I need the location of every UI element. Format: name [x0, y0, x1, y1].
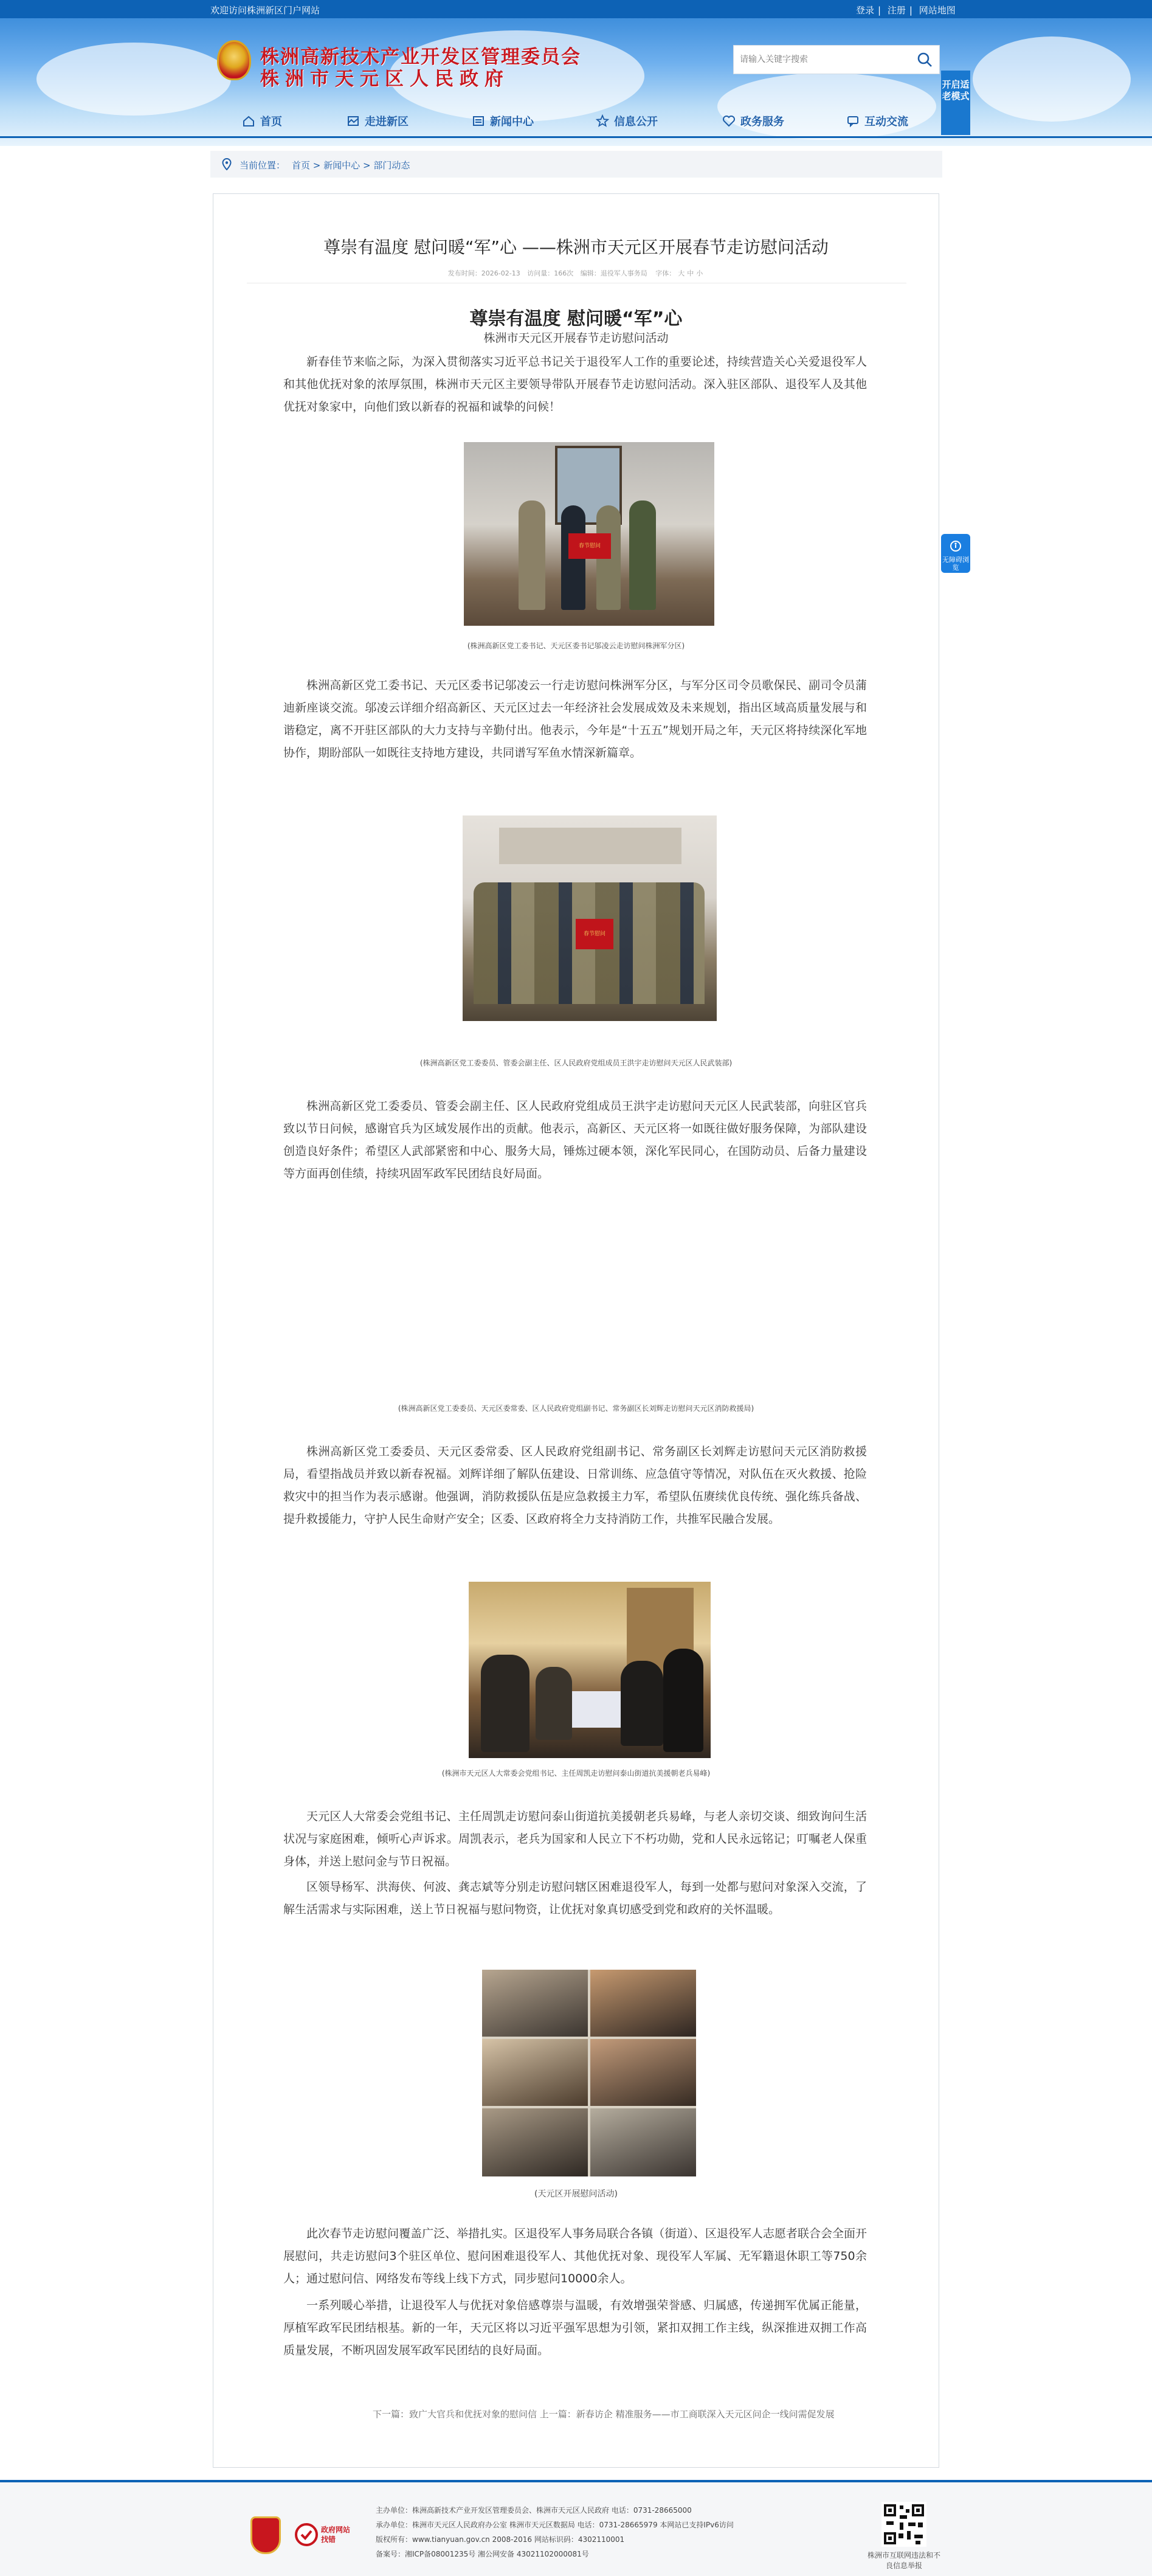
font-large-button[interactable]: 大	[678, 269, 685, 277]
greeting-banner: 春节慰问	[576, 919, 613, 949]
paragraph-7: 此次春节走访慰问覆盖广泛、举措扎实。区退役军人事务局联合各镇（街道）、区退役军人志愿者联合会全面开展慰问，共走访慰问3个驻区单位、慰问困难退役军人、其他优抚对象、现役军人军属、无军籍退休职工等750余人；通过慰问信、网络发布等线上线下方式，同步慰问10000余人。	[283, 2227, 867, 2285]
national-emblem-icon	[217, 40, 251, 80]
photo-collage	[482, 1970, 696, 2176]
font-small-button[interactable]: 小	[696, 269, 703, 277]
footer-line-3: 版权所有：www.tianyuan.gov.cn 2008-2016 网站标识码：4302110001	[376, 2535, 625, 2544]
location-pin-icon	[221, 158, 232, 170]
chat-icon	[846, 114, 860, 128]
login-link[interactable]: 登录	[856, 5, 875, 16]
top-strip	[0, 0, 1152, 18]
cloud-decoration	[973, 36, 1131, 122]
paragraph-3: 株洲高新区党工委委员、管委会副主任、区人民政府党组成员王洪宇走访慰问天元区人民武装部，向驻区官兵致以节日问候，感谢官兵为区域发展作出的贡献。他表示，高新区、天元区将一如既往做好服务保障，为部队建设创造良好条件；希望区人武部紧密和中心、服务大局，锤炼过硬本领，深化军民同心，在国防动员、后备力量建设等方面再创佳绩，持续巩固军政军民团结良好局面。	[283, 1099, 867, 1180]
search-icon	[917, 52, 933, 68]
editor: 编辑：退役军人事务局	[580, 269, 647, 277]
prev-next-nav	[373, 2408, 902, 2420]
nav-item-service[interactable]	[722, 108, 784, 134]
font-size-switch	[654, 269, 704, 277]
search-input[interactable]	[740, 51, 904, 68]
photo-military-visit-1	[464, 442, 714, 626]
breadcrumb-dept[interactable]: 部门动态	[373, 160, 410, 171]
qr-code-graphic	[881, 2502, 926, 2547]
article-container	[213, 193, 939, 2468]
accessibility-icon	[950, 540, 962, 552]
nav-item-about[interactable]	[347, 108, 409, 134]
qr-code-icon	[881, 2502, 926, 2547]
person-figure	[663, 1649, 703, 1752]
caption-5: (天元区开展慰问活动)	[534, 2189, 618, 2199]
next-article-link[interactable]: 上一篇：新春访企 精准服务——市工商联深入天元区问企一线问需促发展	[539, 2409, 835, 2420]
party-emblem-icon	[250, 2516, 281, 2554]
collage-tile	[482, 2108, 588, 2176]
caption-3: (株洲高新区党工委委员、天元区委常委、区人民政府党组副书记、常务副区长刘辉走访慰问天元区消防救援局)	[398, 1404, 754, 1413]
paragraph-1: 新春佳节来临之际，为深入贯彻落实习近平总书记关于退役军人工作的重要论述，持续营造关心关爱退役军人和其他优抚对象的浓厚氛围，株洲市天元区主要领导带队开展春节走访慰问活动。深入驻区部队、退役军人及其他优抚对象家中，向他们致以新春的祝福和诚挚的问候！	[283, 355, 867, 414]
cloud-decoration	[36, 43, 231, 116]
collage-tile	[482, 2039, 588, 2106]
nav-item-info[interactable]	[596, 108, 658, 134]
qr-caption: 株洲市互联网违法和不良信息举报	[867, 2551, 940, 2570]
breadcrumb-sep: >	[312, 160, 321, 171]
person-figure	[481, 1655, 529, 1752]
main-nav	[225, 108, 942, 134]
photo-military-visit-2	[463, 815, 717, 1021]
nav-label: 政务服务	[740, 116, 784, 128]
breadcrumb	[210, 151, 942, 178]
person-figure	[629, 500, 656, 610]
sitemap-link[interactable]: 网站地图	[919, 5, 956, 16]
gov-badge-icon	[294, 2522, 319, 2547]
font-size-label: 字体：	[655, 269, 676, 277]
paragraph-2: 株洲高新区党工委书记、天元区委书记邬凌云一行走访慰问株洲军分区，与军分区司令员歌保民、副司令员蒲迪新座谈交流。邬凌云详细介绍高新区、天元区过去一年经济社会发展成效及未来规划，指出区域高质量发展与和谐稳定，离不开驻区部队的大力支持与辛勤付出。他表示，今年是“十五五”规划开局之年，天元区将持续深化军地协作，期盼部队一如既往支持地方建设，共同谱写军鱼水情深新篇章。	[283, 679, 867, 760]
search-button[interactable]	[910, 46, 939, 74]
article-meta	[213, 268, 939, 278]
gov-website-error-badge[interactable]	[294, 2520, 353, 2550]
article-heading: 尊崇有温度 慰问暖“军”心	[469, 308, 683, 330]
greeting-banner: 春节慰问	[568, 533, 611, 559]
prev-article-link[interactable]: 下一篇：致广大官兵和优抚对象的慰问信	[373, 2409, 537, 2420]
paragraph-8: 一系列暖心举措，让退役军人与优抚对象倍感尊崇与温暖，有效增强荣誉感、归属感，传递拥军优属正能量，厚植军政军民团结根基。新的一年，天元区将以习近平强军思想为引领，紧扣双拥工作主线，纵深推进双拥工作高质量发展，不断巩固发展军政军民团结的良好局面。	[283, 2299, 867, 2357]
collage-tile	[590, 2108, 696, 2176]
collage-tile	[590, 1970, 696, 2037]
register-link[interactable]: 注册	[887, 5, 906, 16]
nav-label: 新闻中心	[490, 116, 534, 128]
nav-label: 首页	[260, 116, 282, 128]
paragraph-6: 区领导杨军、洪海侠、何波、龚志斌等分别走访慰问辖区困难退役军人，每到一处都与慰问对象深入交流，了解生活需求与实际困难，送上节日祝福与慰问物资，让优抚对象真切感受到党和政府的关怀温暖。	[283, 1880, 867, 1916]
footer-line-2: 承办单位：株洲市天元区人民政府办公室 株洲市天元区数据局 电话：0731-28665979 本网站已支持IPv6访问	[376, 2521, 734, 2529]
welcome-text: 欢迎访问株洲新区门户网站	[210, 5, 320, 16]
breadcrumb-home[interactable]: 首页	[292, 160, 311, 171]
wall-calligraphy	[499, 828, 681, 864]
site-title-line2: 株洲市天元区人民政府	[260, 68, 509, 90]
nav-divider	[0, 136, 1152, 138]
news-icon	[472, 114, 485, 128]
home-icon	[242, 114, 255, 128]
old-mode-button[interactable]: 开启适老模式	[941, 71, 970, 135]
breadcrumb-path	[292, 159, 410, 171]
heart-icon	[722, 114, 736, 128]
person-figure	[519, 500, 545, 610]
nav-label: 走进新区	[365, 116, 409, 128]
footer-line-4: 备案号：湘ICP备08001235号 湘公网安备 43021102000081号	[376, 2550, 589, 2558]
search-box	[733, 45, 940, 74]
person-figure	[621, 1661, 663, 1746]
collage-tile	[482, 1970, 588, 2037]
font-medium-button[interactable]: 中	[687, 269, 694, 277]
publish-time: 发布时间：2026-02-13	[447, 269, 520, 277]
breadcrumb-label: 当前位置：	[240, 160, 286, 171]
caption-2: (株洲高新区党工委委员、管委会副主任、区人民政府党组成员王洪宇走访慰问天元区人民武装部)	[419, 1059, 733, 1067]
map-icon	[347, 114, 360, 128]
nav-item-news[interactable]	[472, 108, 534, 134]
caption-4: (株洲市天元区人大常委会党组书记、主任周凯走访慰问泰山街道抗美援朝老兵易峰)	[441, 1769, 711, 1778]
person-figure	[536, 1667, 572, 1740]
article-title: 尊崇有温度 慰问暖“军”心 ——株洲市天元区开展春节走访慰问活动	[323, 237, 829, 257]
caption-1: (株洲高新区党工委书记、天元区委书记邬凌云走访慰问株洲军分区)	[467, 642, 685, 650]
nav-item-interact[interactable]	[846, 108, 908, 134]
nav-item-home[interactable]	[242, 108, 282, 134]
paragraph-5: 天元区人大常委会党组书记、主任周凯走访慰问泰山街道抗美援朝老兵易峰，与老人亲切交谈、细致询问生活状况与家庭困难，倾听心声诉求。周凯表示，老兵为国家和人民立下不朽功勋，党和人民永远铭记；叮嘱老人保重身体，并送上慰问金与节日祝福。	[283, 1810, 867, 1868]
breadcrumb-sep: >	[362, 160, 371, 171]
footer-line-1: 主办单位：株洲高新技术产业开发区管理委员会、株洲市天元区人民政府 电话：0731-28665000	[376, 2506, 692, 2515]
site-title-line1: 株洲高新技术产业开发区管理委员会	[260, 46, 581, 68]
photo-veteran-visit	[469, 1582, 711, 1758]
view-count: 访问量：166次	[527, 269, 574, 277]
top-links-sep-2: |	[909, 5, 912, 16]
nav-label: 互动交流	[864, 116, 908, 128]
collage-tile	[590, 2039, 696, 2106]
accessibility-label: 无障碍浏览	[942, 556, 969, 572]
star-icon	[596, 114, 609, 128]
breadcrumb-news[interactable]: 新闻中心	[323, 160, 360, 171]
nav-label: 信息公开	[614, 116, 658, 128]
accessibility-button[interactable]	[941, 534, 970, 573]
top-links	[856, 4, 959, 16]
article-subheading: 株洲市天元区开展春节走访慰问活动	[483, 331, 669, 345]
paragraph-4: 株洲高新区党工委委员、天元区委常委、区人民政府党组副书记、常务副区长刘辉走访慰问天元区消防救援局，看望指战员并致以新春祝福。刘辉详细了解队伍建设、日常训练、应急值守等情况，对队伍在灭火救援、抢险救灾中的担当作为表示感谢。他强调，消防救援队伍是应急救援主力军，希望队伍赓续优良传统、强化练兵备战、提升救援能力，守护人民生命财产安全；区委、区政府将全力支持消防工作，共推军民融合发展。	[283, 1445, 867, 1526]
top-links-sep-1: |	[878, 5, 881, 16]
footer	[0, 2480, 1152, 2576]
gov-badge-text: 政府网站找错	[321, 2526, 351, 2544]
footer-info	[376, 2503, 734, 2561]
